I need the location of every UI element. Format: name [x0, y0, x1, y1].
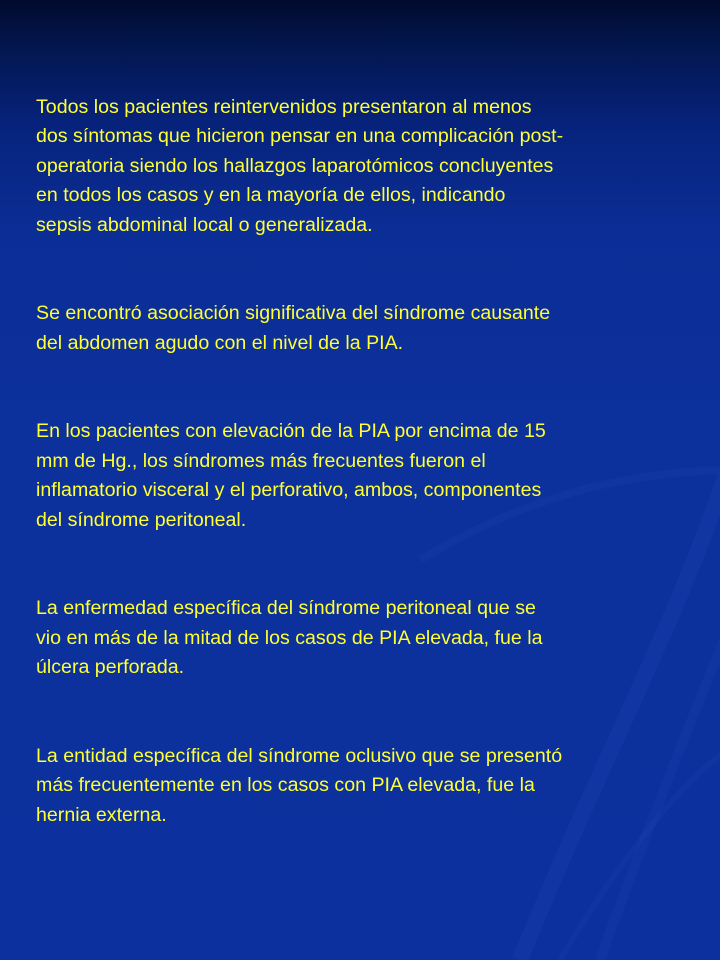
paragraph-pia-elevation: En los pacientes con elevación de la PIA por encima de 15 mm de Hg., los síndromes más frecuentes fueron el inflamatorio visceral y el perforativo, ambos, componentes del síndrome peritoneal.	[36, 420, 546, 531]
paragraph-association: Se encontró asociación significativa del síndrome causante del abdomen agudo con el nivel de la PIA.	[36, 302, 551, 354]
paragraph-reinterventions: Todos los pacientes reintervenidos presentaron al menos dos síntomas que hicieron pensar en una complicación post- operatoria siendo los hallazgos laparotómicos concluyentes en todos los casos y en la mayoría de ellos, indicando sepsis abdominal local o generalizada.	[36, 95, 564, 236]
paragraph-peritoneal-syndrome: La enfermedad específica del síndrome peritoneal que se vio en más de la mitad de los casos de PIA elevada, fue la úlcera perforada.	[36, 597, 543, 678]
paragraph-occlusive-syndrome: La entidad específica del síndrome oclusivo que se presentó más frecuentemente en los casos con PIA elevada, fue la hernia externa.	[36, 744, 563, 826]
slide-body-text	[36, 63, 700, 889]
